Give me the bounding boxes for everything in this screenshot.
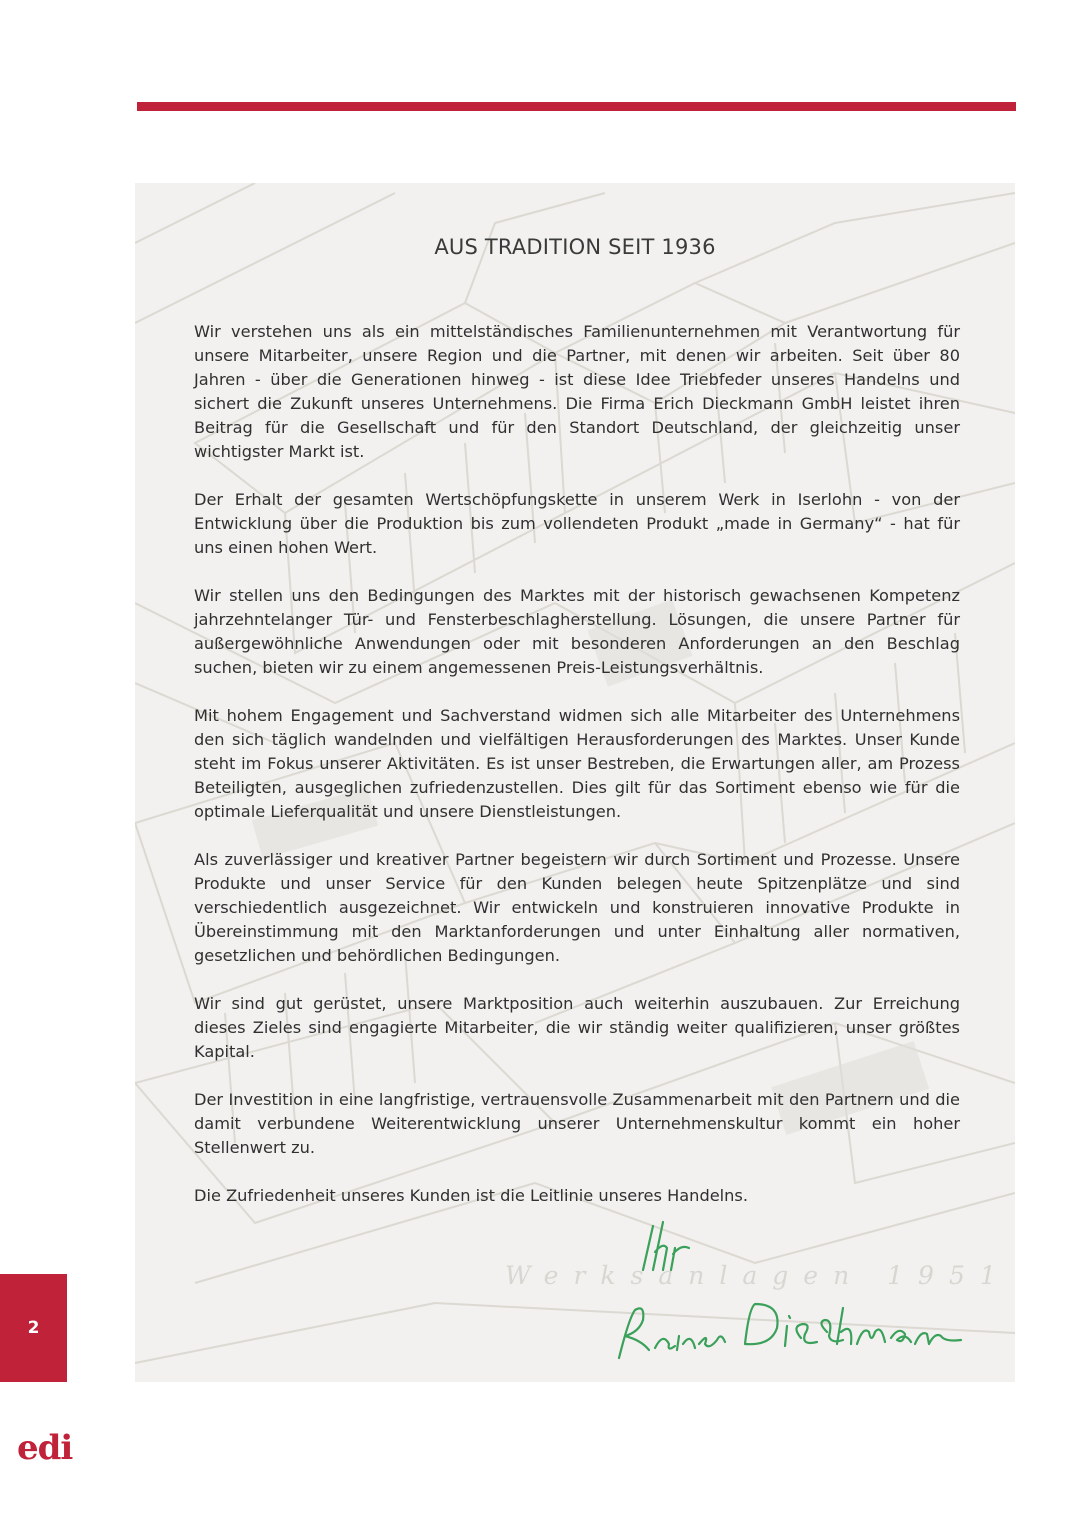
paragraph: Wir sind gut gerüstet, unsere Marktposition auch weiterhin auszubauen. Zur Erreichung dieses Zieles sind engagierte Mitarbeiter, die wir ständig weiter qualifizieren, unser größtes Kapital. (194, 994, 960, 1061)
paragraph: Der Erhalt der gesamten Wertschöpfungskette in unserem Werk in Iserlohn - von der Entwicklung über die Produktion bis zum vollendeten Produkt „made in Germany“ - hat für uns einen hohen Wert. (194, 490, 960, 557)
page-number-tab (0, 1274, 67, 1382)
paragraph: Mit hohem Engagement und Sachverstand widmen sich alle Mitarbeiter des Unternehmens den sich täglich wandelnden und vielfältigen Herausforderungen des Marktes. Unser Kunde steht im Fokus unserer Aktivitäten. Es ist unser Bestreben, die Erwartungen aller, am Prozess Beteiligten, ausgeglichen zufriedenzustellen. Dies gilt für das Sortiment ebenso wie für die optimale Lieferqualität und unsere Dienstleistungen. (194, 706, 960, 821)
letter-body (194, 320, 960, 1232)
paragraph: Der Investition in eine langfristige, vertrauensvolle Zusammenarbeit mit den Partnern und die damit verbundene Weiterentwicklung unserer Unternehmenskultur kommt ein hoher Stellenwert zu. (194, 1090, 960, 1157)
watermark-caption: Werksanlagen 1951 (505, 1261, 1011, 1290)
edi-logo: edi (17, 1428, 73, 1468)
paragraph: Wir verstehen uns als ein mittelständisches Familienunternehmen mit Verantwortung für unsere Mitarbeiter, unsere Region und die Partner, mit denen wir arbeiten. Seit über 80 Jahren - über die Generationen hinweg - ist diese Idee Triebfeder unseres Handelns und sichert die Zukunft unseres Unternehmens. Die Firma Erich Dieckmann GmbH leistet ihren Beitrag für die Gesellschaft und für den Standort Deutschland, der gleichzeitig unser wichtigster Markt ist. (194, 322, 960, 461)
handwritten-signature (605, 1208, 965, 1378)
paragraph: Die Zufriedenheit unseres Kunden ist die Leitlinie unseres Handelns. (194, 1186, 749, 1205)
paragraph: Wir stellen uns den Bedingungen des Marktes mit der historisch gewachsenen Kompetenz jahrzehntelanger Tür- und Fensterbeschlagherstellung. Lösungen, die unsere Partner für außergewöhnliche Anwendungen oder mit besonderen Anforderungen an den Beschlag suchen, bieten wir zu einem angemessenen Preis-Leistungsverhältnis. (194, 586, 960, 677)
top-red-rule (137, 102, 1016, 111)
letter-panel (135, 183, 1015, 1382)
page-number: 2 (27, 1318, 40, 1338)
letter-title: AUS TRADITION SEIT 1936 (434, 235, 716, 259)
paragraph: Als zuverlässiger und kreativer Partner begeistern wir durch Sortiment und Prozesse. Unsere Produkte und unser Service für den Kunden belegen heute Spitzenplätze und sind verschiedentlich ausgezeichnet. Wir entwickeln und konstruieren innovative Produkte in Übereinstimmung mit den Marktanforderungen und unter Einhaltung aller normativen, gesetzlichen und behördlichen Bedingungen. (194, 850, 960, 965)
